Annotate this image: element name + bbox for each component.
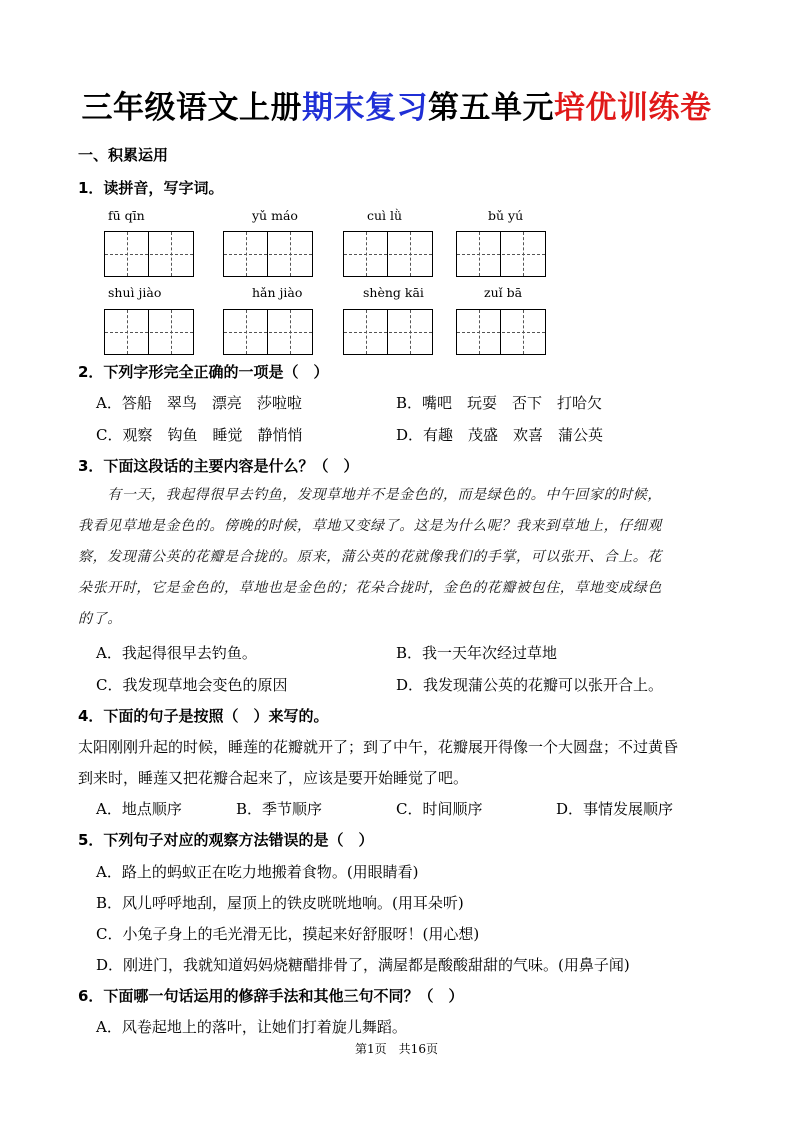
writing-grid[interactable] xyxy=(104,309,194,355)
q4-option-d[interactable]: D．事情发展顺序 xyxy=(556,800,674,818)
pinyin-2: yǔ máo xyxy=(252,208,298,223)
q3-option-c[interactable]: C．我发现草地会变色的原因 xyxy=(96,676,288,694)
writing-grid[interactable] xyxy=(223,309,313,355)
title-part-2: 期末复习 xyxy=(302,90,428,126)
question-3-heading: 3．下面这段话的主要内容是什么？（ ） xyxy=(78,457,359,475)
title-part-1: 三年级语文上册 xyxy=(81,90,302,126)
q2-option-c[interactable]: C．观察 钩鱼 睡觉 静悄悄 xyxy=(96,426,303,444)
question-5-heading: 5．下列句子对应的观察方法错误的是（ ） xyxy=(78,831,374,849)
pinyin-6: hǎn jiào xyxy=(252,285,303,300)
question-6-heading: 6．下面哪一句话运用的修辞手法和其他三句不同？（ ） xyxy=(78,987,464,1005)
pinyin-4: bǔ yú xyxy=(488,208,524,223)
q4-option-b[interactable]: B．季节顺序 xyxy=(236,800,323,818)
reading-passage xyxy=(78,480,718,635)
writing-grid[interactable] xyxy=(343,231,433,277)
q5-option-c[interactable]: C．小兔子身上的毛光滑无比，摸起来好舒服呀！(用心想) xyxy=(96,925,480,943)
writing-grid[interactable] xyxy=(456,309,546,355)
passage-line: 我看见草地是金色的。傍晚的时候，草地又变绿了。这是为什么呢？我来到草地上，仔细观 xyxy=(78,518,662,534)
q3-option-d[interactable]: D．我发现蒲公英的花瓣可以张开合上。 xyxy=(396,676,664,694)
passage-line: 的了。 xyxy=(78,611,122,627)
q2-option-b[interactable]: B．嘴吧 玩耍 否下 打哈欠 xyxy=(396,394,603,412)
q4-option-a[interactable]: A．地点顺序 xyxy=(96,800,182,818)
q5-option-d[interactable]: D．刚进门，我就知道妈妈烧糖醋排骨了，满屋都是酸酸甜甜的气味。(用鼻子闻) xyxy=(96,956,630,974)
passage-line: 有一天，我起得很早去钓鱼，发现草地并不是金色的，而是绿色的。中午回家的时候， xyxy=(78,487,662,503)
title-part-4: 培优训练卷 xyxy=(554,90,712,126)
q5-option-b[interactable]: B．风儿呼呼地刮，屋顶上的铁皮咣咣地响。(用耳朵听) xyxy=(96,894,464,912)
q4-option-c[interactable]: C．时间顺序 xyxy=(396,800,483,818)
question-2-heading: 2．下列字形完全正确的一项是（ ） xyxy=(78,363,329,381)
page-footer: 第1页 共16页 xyxy=(355,1042,438,1056)
page-title xyxy=(0,82,793,127)
section-heading: 一、积累运用 xyxy=(78,146,169,164)
writing-grid[interactable] xyxy=(104,231,194,277)
q2-option-d[interactable]: D．有趣 茂盛 欢喜 蒲公英 xyxy=(396,426,604,444)
q2-option-a[interactable]: A．答船 翠鸟 漂亮 莎啦啦 xyxy=(96,394,302,412)
writing-grid[interactable] xyxy=(223,231,313,277)
passage-line: 朵张开时，它是金色的，草地也是金色的；花朵合拢时，金色的花瓣被包住，草地变成绿色 xyxy=(78,580,662,596)
passage-line: 察，发现蒲公英的花瓣是合拢的。原来，蒲公英的花就像我们的手掌，可以张开、合上。花 xyxy=(78,549,662,565)
pinyin-3: cuì lǜ xyxy=(367,208,403,223)
question-1-heading: 1．读拼音，写字词。 xyxy=(78,179,224,197)
pinyin-1: fū qīn xyxy=(108,208,145,223)
q6-option-a[interactable]: A．风卷起地上的落叶，让她们打着旋儿舞蹈。 xyxy=(96,1018,407,1036)
question-4-text: 太阳刚刚升起的时候，睡莲的花瓣就开了；到了中午，花瓣展开得像一个大圆盘；不过黄昏 xyxy=(78,738,679,756)
writing-grid[interactable] xyxy=(456,231,546,277)
title-part-3: 第五单元 xyxy=(428,90,554,126)
question-4-text: 到来时，睡莲又把花瓣合起来了，应该是要开始睡觉了吧。 xyxy=(78,769,469,787)
q5-option-a[interactable]: A．路上的蚂蚁正在吃力地搬着食物。(用眼睛看) xyxy=(96,863,419,881)
pinyin-7: shèng kāi xyxy=(363,285,424,300)
pinyin-8: zuǐ bā xyxy=(484,285,523,300)
writing-grid[interactable] xyxy=(343,309,433,355)
q3-option-a[interactable]: A．我起得很早去钓鱼。 xyxy=(96,644,257,662)
pinyin-5: shuì jiào xyxy=(108,285,162,300)
question-4-heading: 4．下面的句子是按照（ ）来写的。 xyxy=(78,707,329,725)
q3-option-b[interactable]: B．我一天年次经过草地 xyxy=(396,644,558,662)
